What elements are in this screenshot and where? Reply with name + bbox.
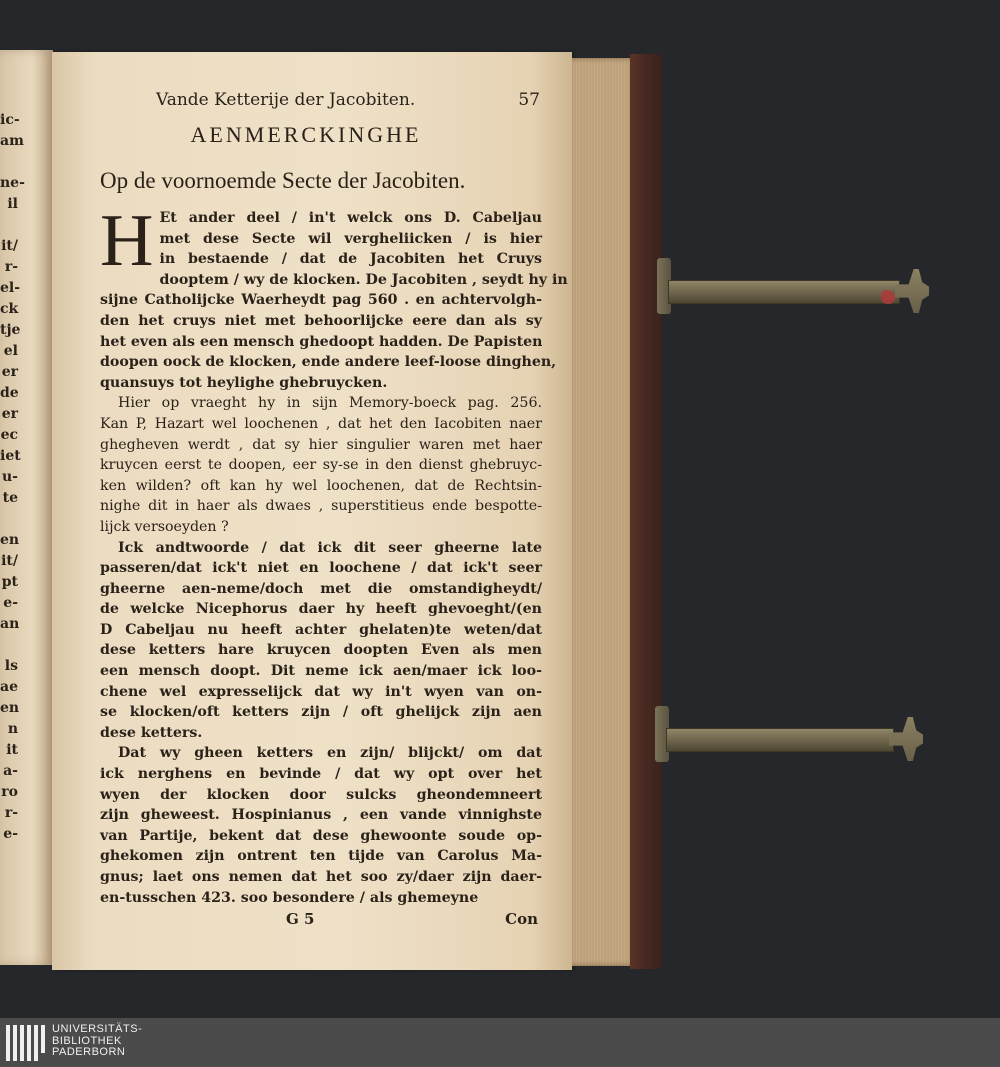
text-line: zijn gheweest. Hospinianus , een vande vinnighste [100, 807, 542, 824]
paragraph-2 [100, 393, 542, 537]
text-line: in bestaende / dat de Jacobiten het Cruys [159, 251, 542, 268]
previous-page-fragment: el- [0, 280, 21, 296]
previous-page-fragment: ae [0, 679, 18, 695]
previous-page-fragment: r- [4, 805, 18, 821]
text-line: ghegheven werdt , dat sy hier singulier waren met haer [100, 436, 542, 453]
previous-page-fragment: en [0, 532, 20, 548]
book-cover [630, 54, 662, 969]
paragraph-4 [100, 743, 542, 908]
paragraph-2-lines [100, 393, 542, 537]
text-line: passeren/dat ick't niet en loochene / dat ick't seer [100, 560, 542, 577]
paragraph-1 [100, 200, 568, 393]
previous-page-fragment: er [1, 406, 18, 422]
running-head [100, 86, 542, 114]
previous-page-fragment: ro [1, 784, 18, 800]
page-edges [572, 58, 636, 966]
previous-page-fragment: e- [3, 826, 18, 842]
text-line: den het cruys niet met behoorlijcke eere dan als sy [100, 312, 542, 329]
text-line: Ick andtwoorde / dat ick dit seer gheerne late [118, 539, 542, 556]
drop-cap: H [100, 200, 154, 282]
page-number: 57 [518, 90, 540, 110]
text-line: de welcke Nicephorus daer hy heeft ghevoeght/(en [100, 601, 542, 618]
previous-page-fragment: a- [3, 763, 18, 779]
previous-page-fragment: it/ [1, 553, 18, 569]
previous-page-fragment: ic- [0, 112, 20, 128]
text-line: gnus; laet ons nemen dat het soo zy/daer zijn daer- [100, 869, 542, 885]
previous-page-fragment: tje [0, 322, 21, 338]
previous-page-fragment: il [7, 196, 18, 212]
section-heading: AENMERCKINGHE [190, 122, 422, 147]
text-line: met dese Secte wil vergheliicken / is hier [159, 230, 542, 247]
running-title: Vande Ketterije der Jacobiten. [156, 90, 416, 110]
clasp-head-upper [895, 269, 929, 313]
library-name [52, 1024, 142, 1059]
previous-page-fragment: pt [1, 574, 18, 590]
text-line: Et ander deel / in't welck ons D. Cabeljau [159, 210, 542, 226]
previous-page-fragment: ec [0, 427, 18, 443]
text-line: wyen der klocken door sulcks gheondemneert [100, 786, 542, 803]
paragraph-3-lines [100, 538, 542, 744]
text-line: het even als een mensch ghedoopt hadden. De Papisten [100, 333, 543, 350]
previous-page-fragment: it [6, 742, 18, 758]
clasp-head-lower [889, 717, 923, 761]
page-foot [100, 910, 542, 932]
paragraph-1-lines [100, 200, 568, 393]
previous-page-fragment: u- [2, 469, 18, 485]
red-mark [881, 290, 895, 304]
previous-page-fragment: ck [0, 301, 19, 317]
previous-page-fragment: am [0, 133, 24, 149]
text-line: se klocken/oft ketters zijn / oft ghelijck zijn aen [100, 704, 542, 721]
previous-page-edge [0, 50, 53, 965]
text-line: dese ketters. [100, 724, 203, 741]
text-line: lijck versoeyden ? [100, 518, 229, 535]
text-line: kruycen eerst te doopen, eer sy-se in den dienst ghebruyc- [100, 457, 542, 474]
previous-page-fragment: de [0, 385, 19, 401]
text-line: dese ketters hare kruycen doopten Even als men [100, 642, 542, 659]
book-page [52, 52, 572, 970]
text-line: ick nerghens en bevinde / dat wy opt over het [100, 766, 542, 783]
catchword: Con [505, 910, 538, 929]
text-line: ken wilden? oft kan hy wel loochenen, dat de Rechtsin- [100, 477, 542, 494]
previous-page-fragment: r- [4, 259, 18, 275]
text-line: Hier op vraeght hy in sijn Memory-boeck pag. 256. [118, 395, 542, 412]
previous-page-fragment: ls [4, 658, 18, 674]
text-line: sijne Catholijcke Waerheydt pag 560 . en achtervolgh- [100, 292, 542, 309]
clasp-strap-upper [668, 280, 900, 304]
paragraph-4-lines [100, 743, 542, 908]
section-subheading: Op de voornoemde Secte der Jacobiten. [100, 168, 466, 193]
text-line: een mensch doopt. Dit neme ick aen/maer ick loo- [100, 663, 542, 680]
page-body [100, 200, 568, 908]
previous-page-fragment: en [0, 700, 20, 716]
previous-page-fragment: ne- [0, 175, 25, 191]
text-line: ghekomen zijn ontrent ten tijde van Carolus Ma- [100, 848, 542, 865]
text-line: quansuys tot heylighe ghebruycken. [100, 374, 388, 391]
text-line: en-tusschen 423. soo besondere / als ghemeyne [100, 889, 479, 906]
previous-page-fragment: e- [3, 595, 18, 611]
library-name-line-2: BIBLIOTHEK [52, 1034, 122, 1047]
paragraph-3 [100, 538, 542, 744]
text-line: chene wel expresselijck dat wy in't wyen van on- [100, 683, 542, 700]
text-line: gheerne aen-neme/doch met die omstandigheydt/ [100, 580, 542, 597]
library-name-line-1: UNIVERSITÄTS- [52, 1023, 143, 1035]
text-line: Dat wy gheen ketters en zijn/ blijckt/ om dat [118, 745, 542, 762]
text-line: doopen oock de klocken, ende andere leef-loose dinghen, [100, 354, 557, 371]
previous-page-fragment: it/ [1, 238, 18, 254]
library-logo-icon [6, 1025, 46, 1061]
text-line: van Partije, bekent dat dese ghewoonte soude op- [100, 827, 542, 844]
text-line: nighe dit in haer als dwaes , superstitieus ende bespotte- [100, 498, 542, 515]
text-line: D Cabeljau nu heeft achter ghelaten)te weten/dat [100, 621, 542, 638]
clasp-strap-lower [666, 728, 894, 752]
text-line: Kan P, Hazart wel loochenen , dat het den Iacobiten naer [100, 415, 542, 432]
previous-page-fragment: er [1, 364, 18, 380]
previous-page-fragment: n [7, 721, 18, 737]
page-text [100, 86, 568, 932]
library-name-line-3: PADERBORN [52, 1046, 126, 1058]
text-line: dooptem / wy de klocken. De Jacobiten , seydt hy in [159, 271, 568, 288]
previous-page-fragment: iet [0, 448, 21, 464]
previous-page-fragment: el [3, 343, 18, 359]
signature-mark: G 5 [286, 910, 315, 929]
library-footer [0, 1018, 1000, 1067]
previous-page-fragment: te [2, 490, 18, 506]
previous-page-fragment: an [0, 616, 20, 632]
